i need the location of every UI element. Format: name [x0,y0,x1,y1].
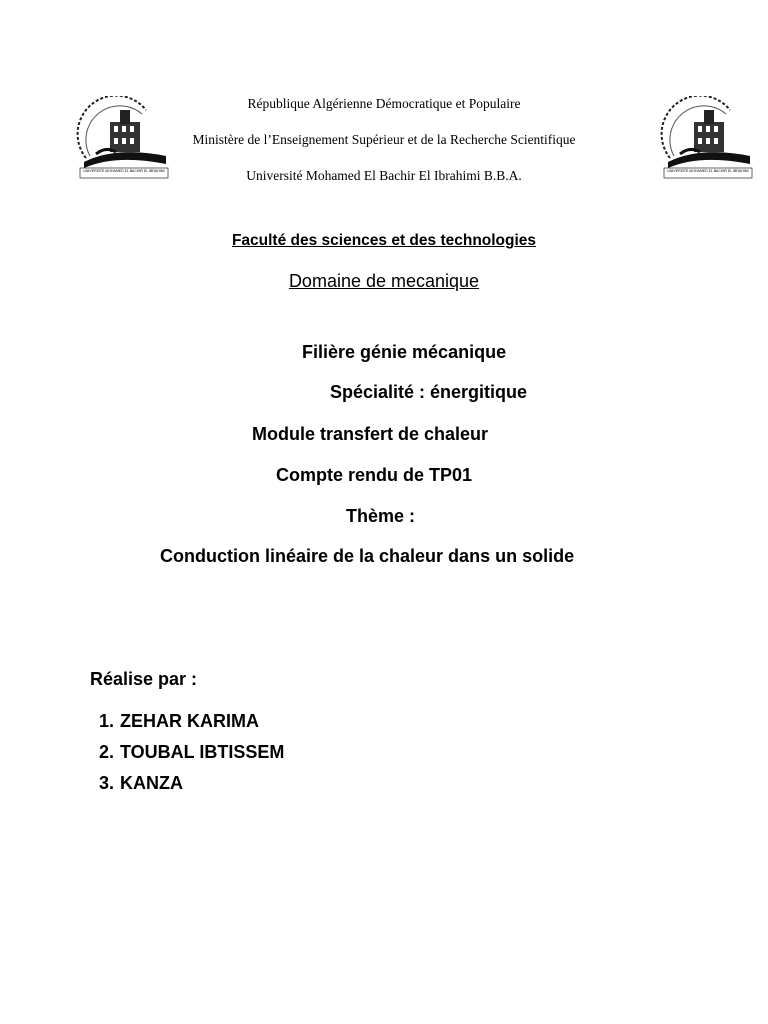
header-ministry: Ministère de l’Enseignement Supérieur et de la Recherche Scientifique [192,132,576,147]
author-name: ZEHAR KARIMA [120,711,259,731]
theme-label: Thème : [346,506,416,526]
module-label: Module transfert de chaleur [252,424,489,444]
logo-caption-left: UNIVERSITE MOHAMED EL BACHIR EL IBRAHIMI [83,169,165,173]
header-republic: République Algérienne Démocratique et Populaire [247,96,521,111]
list-item: 2. TOUBAL IBTISSEM [98,742,285,762]
faculty-title: Faculté des sciences et des technologies [231,232,537,249]
list-item: 1. ZEHAR KARIMA [98,711,259,731]
authors-list [90,706,284,799]
list-item: 3. KANZA [98,773,183,793]
filiere-label: Filière génie mécanique [302,342,507,362]
specialite-label: Spécialité : énergitique [330,382,528,402]
header-university: Université Mohamed El Bachir El Ibrahimi B.B.A. [246,168,522,183]
author-name: KANZA [120,773,183,793]
author-name: TOUBAL IBTISSEM [120,742,285,762]
domain-title: Domaine de mecanique [288,271,480,291]
theme-title: Conduction linéaire de la chaleur dans un solide [160,546,575,566]
university-logo-right [660,96,756,186]
logo-caption-right: UNIVERSITE MOHAMED EL BACHIR EL IBRAHIMI [667,169,749,173]
authors-label: Réalise par : [90,669,198,689]
compte-rendu-label: Compte rendu de TP01 [276,465,473,485]
